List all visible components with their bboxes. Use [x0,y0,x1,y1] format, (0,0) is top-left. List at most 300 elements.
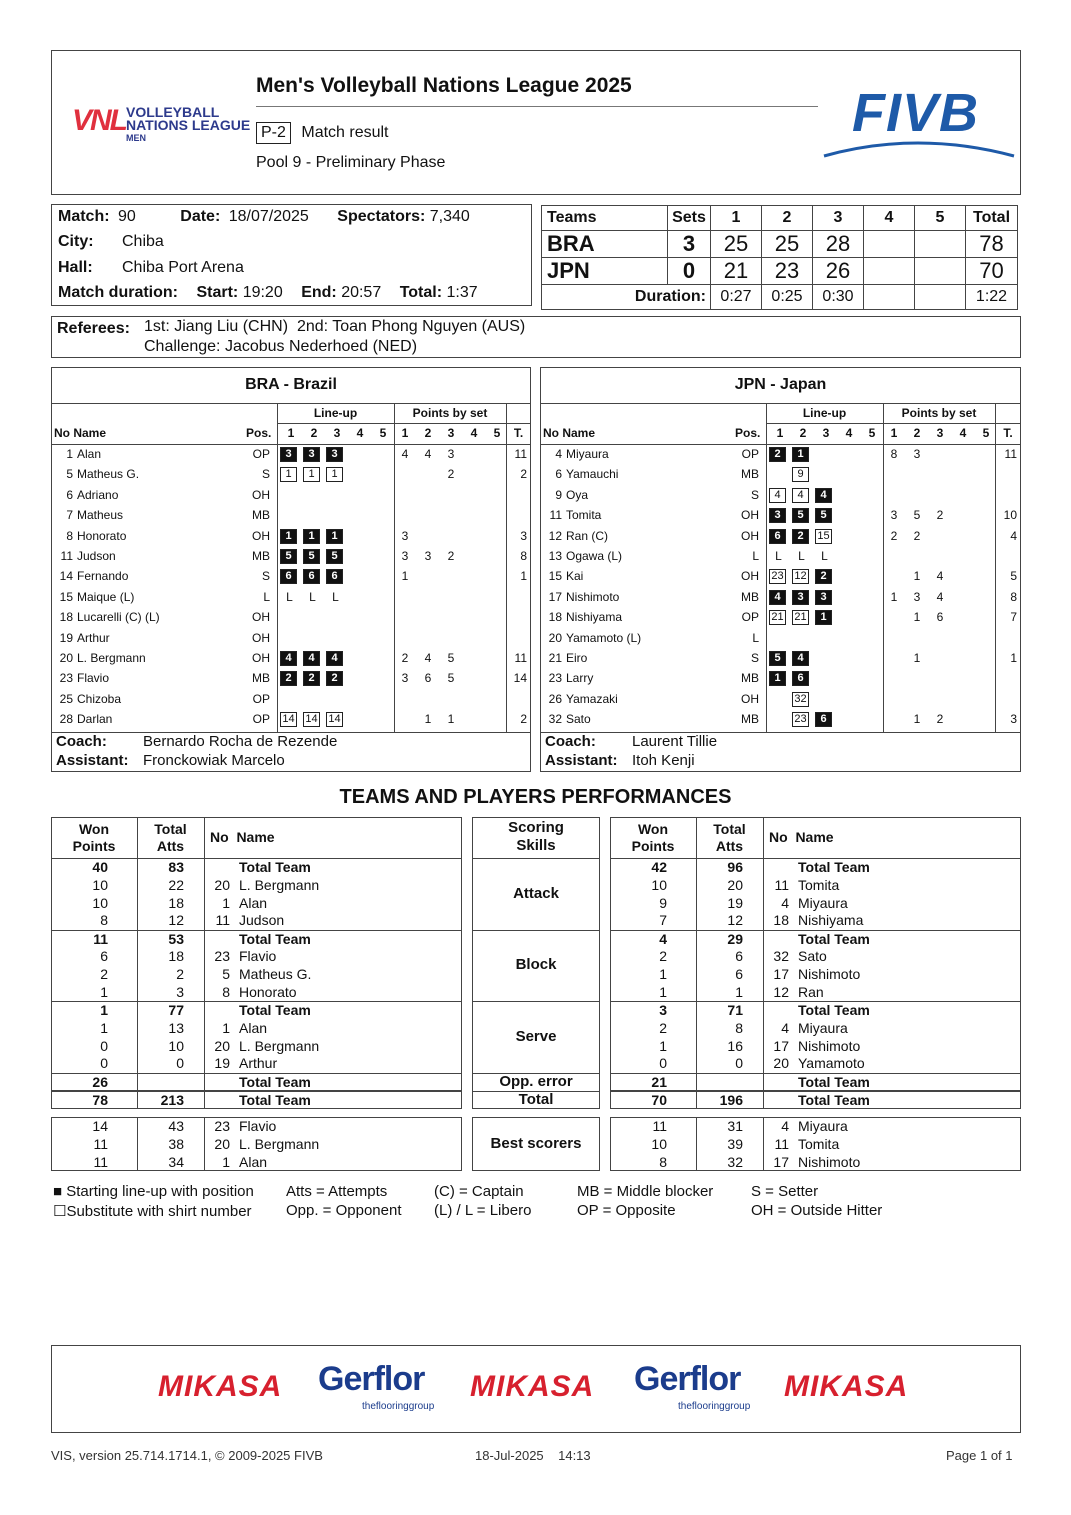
player-row [51,587,531,607]
points-by-set: 3 [401,549,409,563]
points-by-set: 3 [401,671,409,686]
player-position: OH [252,487,270,502]
player-name: Yamauchi [566,467,619,482]
player-number: 11 [774,876,789,893]
won-points: 10 [651,876,667,893]
referees-line2: Challenge: Jacobus Nederhoed (NED) [144,338,418,355]
player-name: Honorato [239,983,297,1000]
player-row [51,526,531,546]
player-name: Ran [798,983,824,1000]
total-atts: 6 [735,948,743,965]
player-name: Arthur [77,630,110,645]
player-name: Miyaura [798,894,848,911]
player-position: MB [741,467,759,482]
lineup-sub: 14 [280,712,297,727]
match-date: 18/07/2025 [228,208,309,225]
player-position: OP [741,447,759,461]
divider [766,423,1021,424]
points-set-header: 1 [890,426,898,440]
lineup-sub: 23 [792,712,809,727]
total-team-label: Total Team [239,1073,311,1090]
player-name: Judson [77,549,116,563]
score-set-points: 26 [813,258,864,285]
player-name: Flavio [77,671,110,686]
player-row [540,444,1021,464]
score-set-points: 23 [762,258,813,285]
points-by-set: 5 [447,671,455,686]
assistant-name: Fronckowiak Marcelo [143,752,285,769]
start-time: 19:20 [242,284,283,301]
score-header-total: Total [966,206,1018,231]
score-sets: 0 [668,258,711,285]
player-name: Nishimoto [566,589,620,604]
set-duration [864,285,915,310]
points-by-set: 2 [913,528,921,543]
assistant-name: Itoh Kenji [632,752,695,769]
player-name: Miyaura [798,1019,848,1036]
points-by-set: 3 [424,549,432,563]
player-number: 23 [214,948,230,965]
player-row [540,526,1021,546]
player-row [540,587,1021,607]
lineup-start: 6 [280,569,297,584]
player-number: 32 [773,948,789,965]
player-name: Darlan [77,712,113,727]
player-position: OP [252,712,270,727]
lineup-start: 2 [303,671,320,686]
player-number: 11 [215,912,230,929]
lineup-start: 5 [792,508,809,523]
score-header-sets: Sets [668,206,711,231]
atts-header: Atts [156,838,185,854]
won-points: 1 [100,1019,108,1036]
won-points: 1 [659,1037,667,1054]
points-by-set: 1 [913,651,921,665]
lineup-set-header: 5 [868,426,876,440]
player-number: 6 [66,487,73,502]
player-total: 4 [1010,528,1017,543]
pos-header: Pos. [246,426,272,440]
player-number: 4 [781,894,789,911]
lineup-set-header: 3 [822,426,830,440]
player-number: 19 [214,1055,230,1072]
player-position: L [263,589,270,604]
score-set-points [915,258,966,285]
won-points: 14 [92,1118,108,1134]
coach-name: Laurent Tillie [632,733,718,750]
player-position: MB [741,589,759,604]
player-row [51,444,531,464]
points-by-set: 1 [447,712,455,727]
player-number: 15 [59,589,73,604]
assistant-label: Assistant: [56,752,129,769]
atts-header: Atts [715,838,744,854]
skill-label: Total [518,1090,554,1108]
coach-name: Bernardo Rocha de Rezende [143,733,338,750]
player-number: 20 [214,1135,230,1152]
player-name: Kai [566,569,584,584]
player-total: 11 [514,447,527,461]
player-name: Yamazaki [566,691,618,706]
won-points: 4 [659,930,667,947]
player-row [540,668,1021,688]
score-total: 78 [966,231,1018,258]
total-team-label: Total Team [798,1073,870,1090]
points-by-set: 1 [401,569,409,584]
score-header-set3: 3 [813,206,864,231]
hall-label: Hall: [58,259,93,276]
team-title: BRA - Brazil [245,376,337,393]
points-by-set: 6 [936,610,944,625]
total-atts: 32 [727,1153,743,1170]
player-name: Tomita [566,508,602,523]
footer-timestamp: 18-Jul-2025 14:13 [475,1448,591,1463]
total-atts: 34 [168,1153,184,1170]
points-by-set: 8 [890,447,898,461]
player-row [51,689,531,709]
player-row [540,628,1021,648]
won-points: 8 [100,912,108,929]
won-points: 0 [100,1055,108,1072]
won-points: 11 [93,1135,108,1152]
lineup-start: 3 [815,590,832,605]
vnl-line1: VOLLEYBALL [126,104,220,120]
total-team-label: Total Team [798,859,870,875]
points-by-set: 1 [424,712,432,727]
player-name: Ogawa (L) [566,549,623,563]
lineup-set-header: 2 [799,426,807,440]
player-row [540,505,1021,525]
player-number: 17 [773,1037,789,1054]
city: Chiba [122,233,164,250]
duration-label: Duration: [542,285,711,310]
player-name: Yamamoto (L) [566,630,642,645]
player-name: Honorato [77,528,127,543]
player-row [540,648,1021,668]
lineup-start: 6 [792,671,809,686]
lineup-start: 2 [769,447,786,462]
player-row [51,607,531,627]
player-number: 8 [222,983,230,1000]
total-team-label: Total Team [239,1091,311,1108]
player-name: Adriano [77,487,119,502]
player-number: 8 [66,528,73,543]
legend-item: ☐Substitute with shirt number [53,1203,252,1220]
score-set-points [864,258,915,285]
player-number: 11 [549,508,562,523]
skill-label: Opp. error [499,1072,573,1090]
lineup-sub: 23 [769,569,786,584]
player-number: 12 [773,983,789,1000]
player-total: 11 [514,651,527,665]
won-points: 2 [659,1019,667,1036]
divider [51,1090,462,1091]
footer-version: VIS, version 25.714.1714.1, © 2009-2025 FIVB [51,1448,323,1463]
player-position: OH [741,508,759,523]
won-points: 0 [100,1037,108,1054]
player-number: 11 [774,1135,789,1152]
total-atts: 6 [735,966,743,983]
player-number: 23 [214,1118,230,1134]
score-header-set2: 2 [762,206,813,231]
player-total: 10 [1003,508,1017,523]
set-duration: 0:27 [711,285,762,310]
score-set-points [864,231,915,258]
sponsor-gerflor-tagline: theflooringgroup [678,1401,751,1412]
skills-header: Scoring [508,819,564,836]
vnl-logo-text [126,106,250,145]
lineup-sub: 12 [792,569,809,584]
player-number: 11 [60,549,73,563]
player-name: L. Bergmann [239,876,320,893]
lineup-start: 2 [326,671,343,686]
no-name-header: No Name [54,426,107,440]
won-points: 11 [652,1118,667,1134]
total-atts: 31 [727,1118,743,1134]
duration-label: Match duration: [58,284,178,301]
player-position: OH [741,569,759,584]
player-number: 32 [548,712,562,727]
end-time: 20:57 [341,284,382,301]
points-by-set: 3 [913,447,921,461]
total-team-label: Total Team [239,1002,311,1018]
divider [51,403,531,404]
player-number: 4 [781,1019,789,1036]
lineup-start: 1 [792,447,809,462]
performance-title: TEAMS AND PLAYERS PERFORMANCES [339,786,732,808]
legend-item: (C) = Captain [434,1183,524,1200]
no-name-header: No Name [210,829,275,845]
lineup-set-header: 1 [776,426,784,440]
assistant-label: Assistant: [545,752,618,769]
lineup-start: 2 [280,671,297,686]
total-atts: 13 [168,1019,184,1036]
player-total: 3 [520,528,527,543]
player-total: 1 [1010,651,1017,665]
lineup-start: 6 [303,569,320,584]
player-name: Matheus G. [239,966,312,983]
player-name: Flavio [239,1118,277,1134]
points-by-set: 1 [890,589,898,604]
player-number: 9 [555,487,562,502]
won-points: 8 [659,1153,667,1170]
player-row [51,485,531,505]
lineup-start: 4 [280,651,297,666]
lineup-start: 3 [792,590,809,605]
total-team-label: Total Team [239,859,311,875]
set-duration: 0:30 [813,285,864,310]
legend-item: OH = Outside Hitter [751,1202,883,1219]
doc-code-row [256,122,389,144]
player-name: Arthur [239,1055,278,1072]
player-name: Alan [77,447,102,461]
lineup-start: 4 [769,590,786,605]
player-total: 14 [513,671,527,686]
points-by-set: 1 [913,610,921,625]
spectators: 7,340 [429,208,470,225]
team-table-bra [51,367,531,772]
player-total: 2 [520,467,527,482]
player-number: 4 [781,1118,789,1134]
won-points: 10 [651,1135,667,1152]
sponsor-mikasa-logo: MIKASA [158,1370,283,1403]
lineup-sub: 21 [792,610,809,625]
lineup-start: 5 [769,651,786,666]
vnl-mark-icon: VNL [72,104,126,137]
vnl-logo [72,104,251,143]
player-position: S [261,467,270,482]
won-points: 2 [100,966,108,983]
total-atts: 19 [727,894,743,911]
player-position: MB [252,671,270,686]
no-name-header: No Name [769,829,834,845]
total-atts: 29 [727,930,743,947]
points-by-set: 3 [447,447,455,461]
lineup-start: 4 [303,651,320,666]
total-atts: 0 [176,1055,184,1072]
player-position: OP [741,610,759,625]
player-name: Chizoba [77,691,122,706]
won-points: 6 [100,948,108,965]
city-row [58,233,164,251]
player-total: 11 [1004,447,1017,461]
player-row [51,648,531,668]
set-duration [915,285,966,310]
points-by-set: 4 [424,651,432,665]
fivb-swoosh-icon [822,136,1017,160]
score-team: JPN [542,258,668,285]
lineup-set-header: 5 [379,426,387,440]
player-number: 6 [555,467,562,482]
won-header: Won [78,821,110,837]
sponsor-mikasa-logo: MIKASA [784,1370,909,1403]
divider [277,423,531,424]
lineup-start: 5 [280,549,297,564]
player-total: 8 [1010,589,1017,604]
total-atts: 1 [735,983,743,1000]
hall: Chiba Port Arena [122,259,244,276]
lineup-sub: 4 [792,488,809,503]
score-table [541,205,1018,310]
lineup-libero: L [798,549,805,563]
team-table-jpn [540,367,1021,772]
sponsor-mikasa-logo: MIKASA [470,1370,595,1403]
coach-label: Coach: [56,733,107,750]
player-number: 25 [59,691,73,706]
score-total: 70 [966,258,1018,285]
player-number: 17 [773,1153,789,1170]
lineup-sub: 32 [792,692,809,707]
lineup-start: 4 [326,651,343,666]
player-name: Miyaura [566,447,609,461]
sponsor-gerflor-logo: Gerflor [318,1360,425,1398]
player-name: Matheus [77,508,124,523]
total-atts: 0 [735,1055,743,1072]
referees-line1: 1st: Jiang Liu (CHN) 2nd: Toan Phong Nguyen (AUS) [144,318,526,335]
won-points: 42 [651,859,667,875]
lineup-set-header: 4 [845,426,853,440]
player-number: 18 [548,610,562,625]
won-points: 70 [651,1091,667,1108]
player-row [540,464,1021,484]
total-atts: 18 [168,894,184,911]
player-name: Sato [798,948,827,965]
lineup-start: 2 [815,569,832,584]
points-by-set: 4 [936,589,944,604]
player-total: 8 [520,549,527,563]
player-position: OP [252,447,270,461]
lineup-sub: 14 [326,712,343,727]
lineup-start: 2 [792,529,809,544]
player-total: 1 [520,569,527,584]
lineup-libero: L [775,549,782,563]
player-name: Nishimoto [798,966,861,983]
player-position: OH [741,528,759,543]
player-name: Tomita [798,876,840,893]
total-atts: 12 [727,912,743,929]
lineup-sub: 1 [326,467,343,482]
total-header: Total [154,821,187,837]
player-name: Lucarelli (C) (L) [77,610,160,625]
points-by-set: 2 [936,508,944,523]
player-name: Yamamoto [798,1055,865,1072]
won-points: 7 [659,912,667,929]
player-number: 20 [59,651,73,665]
score-set-points: 21 [711,258,762,285]
divider [472,858,600,859]
won-points: 26 [92,1073,108,1090]
score-row-bra [542,231,1018,258]
total-atts: 71 [727,1002,743,1018]
won-points: 0 [659,1055,667,1072]
total-team-label: Total Team [798,1091,870,1108]
player-row [51,668,531,688]
points-by-set: 2 [890,528,898,543]
player-position: S [261,569,270,584]
player-total: 7 [1010,610,1017,625]
score-header-teams: Teams [542,206,668,231]
lineup-header: Line-up [313,406,358,420]
pos-header: Pos. [735,426,761,440]
player-number: 5 [66,467,73,482]
total-atts: 10 [168,1037,184,1054]
player-number: 19 [59,630,73,645]
legend-item: MB = Middle blocker [577,1183,714,1200]
points-set-header: 4 [470,426,478,440]
points-by-set: 2 [401,651,409,665]
score-team: BRA [542,231,668,258]
points-by-set: 3 [890,508,898,523]
legend-item: OP = Opposite [577,1202,676,1219]
match-number: 90 [118,208,136,225]
total-atts: 43 [168,1118,184,1134]
divider [540,403,1021,404]
player-number: 26 [548,691,562,706]
won-points: 3 [659,1002,667,1018]
total-atts: 3 [176,983,184,1000]
skill-label: Attack [513,884,559,902]
total-time: 1:37 [446,284,478,301]
player-number: 1 [222,894,230,911]
won-points: 78 [92,1091,108,1108]
player-row [51,566,531,586]
player-number: 21 [548,651,562,665]
lineup-libero: L [821,549,828,563]
points-by-set: 6 [424,671,432,686]
team-title: JPN - Japan [734,376,827,393]
player-position: OH [252,528,270,543]
points-by-set: 3 [401,528,409,543]
